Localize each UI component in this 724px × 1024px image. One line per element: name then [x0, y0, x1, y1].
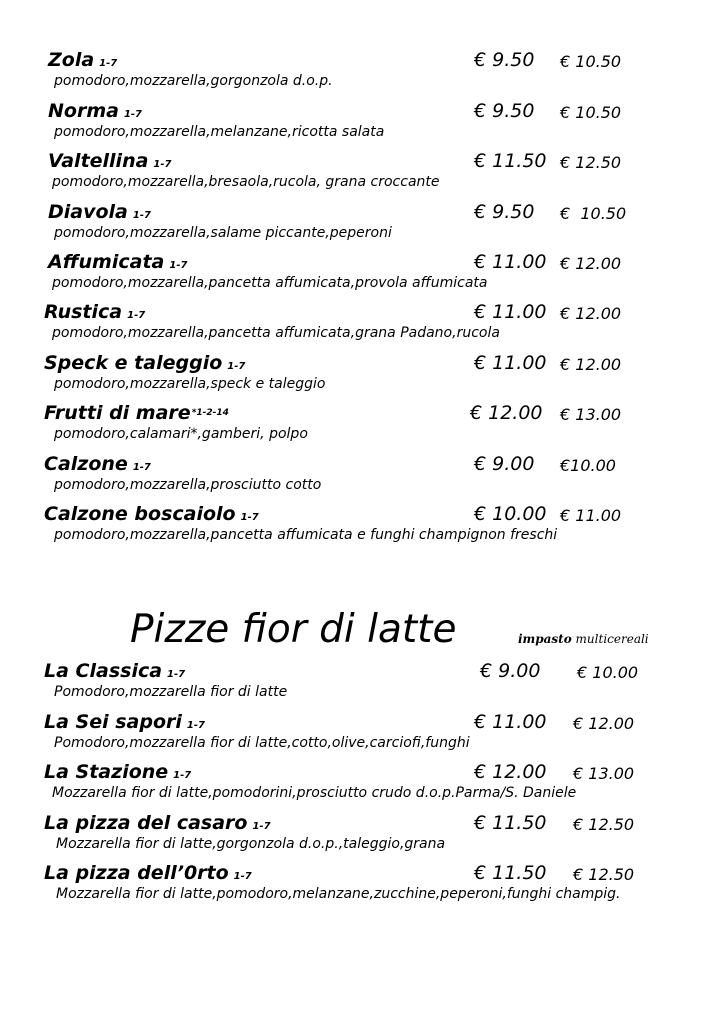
- item-description: Pomodoro,mozzarella fior di latte: [54, 684, 288, 700]
- menu-item-speck-e-taleggio: [0, 351, 724, 401]
- allergen-codes: 1-7: [167, 669, 186, 680]
- item-description: pomodoro,calamari*,gamberi, polpo: [54, 426, 308, 442]
- item-description: pomodoro,mozzarella,speck e taleggio: [54, 376, 326, 392]
- menu-item-affumicata: [0, 250, 724, 300]
- price-alternative: € 13.00: [573, 764, 635, 783]
- menu-item-la-stazione: [0, 760, 724, 810]
- allergen-codes: 1-7: [252, 821, 271, 832]
- item-description: pomodoro,mozzarella,gorgonzola d.o.p.: [54, 73, 333, 89]
- price-alternative: € 12.00: [560, 355, 622, 374]
- price-alternative: € 10.50: [560, 103, 622, 122]
- section-note-bold: impasto: [518, 632, 572, 646]
- menu-item-valtellina: [0, 149, 724, 199]
- price-standard: € 9.00: [474, 453, 535, 475]
- price-standard: € 11.00: [474, 251, 547, 273]
- price-standard: € 11.00: [474, 352, 547, 374]
- item-description: pomodoro,mozzarella,pancetta affumicata e funghi champignon freschi: [54, 527, 558, 543]
- item-name: Calzone 1-7: [44, 453, 151, 475]
- item-name: Affumicata 1-7: [48, 251, 188, 273]
- item-description: Pomodoro,mozzarella fior di latte,cotto,olive,carciofi,funghi: [54, 735, 470, 751]
- allergen-codes: 1-7: [233, 871, 252, 882]
- item-name: Calzone boscaiolo 1-7: [44, 503, 259, 525]
- allergen-codes: 1-7: [240, 512, 259, 523]
- price-alternative: € 10.00: [577, 663, 639, 682]
- item-name: Valtellina 1-7: [48, 150, 172, 172]
- price-alternative: € 12.50: [560, 153, 622, 172]
- allergen-codes: *1-2-14: [191, 408, 229, 418]
- price-alternative: € 12.50: [573, 865, 635, 884]
- price-standard: € 10.00: [474, 503, 547, 525]
- item-name: La Stazione 1-7: [44, 761, 192, 783]
- item-name: Zola 1-7: [48, 49, 118, 71]
- price-standard: € 9.50: [474, 49, 535, 71]
- allergen-codes: 1-7: [99, 58, 118, 69]
- price-standard: € 9.50: [474, 201, 535, 223]
- allergen-codes: 1-7: [153, 159, 172, 170]
- price-alternative: €10.00: [560, 456, 616, 475]
- item-description: pomodoro,mozzarella,prosciutto cotto: [54, 477, 322, 493]
- menu-item-calzone: [0, 452, 724, 502]
- allergen-codes: 1-7: [186, 720, 205, 731]
- price-alternative: € 10.50: [560, 204, 627, 223]
- menu-item-la-classica: [0, 659, 724, 709]
- price-alternative: € 10.50: [560, 52, 622, 71]
- price-standard: € 11.50: [474, 862, 547, 884]
- item-description: pomodoro,mozzarella,bresaola,rucola, grana croccante: [52, 174, 440, 190]
- item-name: La pizza del casaro 1-7: [44, 812, 271, 834]
- item-name: Norma 1-7: [48, 100, 143, 122]
- item-description: Mozzarella fior di latte,gorgonzola d.o.p.,taleggio,grana: [56, 836, 446, 852]
- allergen-codes: 1-7: [132, 462, 151, 473]
- menu-item-zola: [0, 48, 724, 98]
- menu-item-norma: [0, 99, 724, 149]
- allergen-codes: 1-7: [173, 770, 192, 781]
- allergen-codes: 1-7: [127, 310, 146, 321]
- price-standard: € 11.50: [474, 150, 547, 172]
- item-name: Rustica 1-7: [44, 301, 146, 323]
- menu-item-calzone-boscaiolo: [0, 502, 724, 552]
- price-standard: € 12.00: [470, 402, 543, 424]
- item-name: La pizza dell’0rto 1-7: [44, 862, 252, 884]
- allergen-codes: 1-7: [132, 210, 151, 221]
- price-alternative: € 11.00: [560, 506, 622, 525]
- price-standard: € 9.50: [474, 100, 535, 122]
- item-name: Frutti di mare$^{*1-2-14}$: [44, 402, 229, 424]
- allergen-codes: 1-7: [227, 361, 246, 372]
- allergen-codes: 1-7: [123, 109, 143, 120]
- section-note: [518, 632, 649, 646]
- price-standard: € 11.00: [474, 711, 547, 733]
- price-alternative: € 12.00: [560, 254, 622, 273]
- section-note-rest: multicereali: [571, 632, 649, 646]
- item-description: pomodoro,mozzarella,pancetta affumicata,grana Padano,rucola: [52, 325, 500, 341]
- item-description: pomodoro,mozzarella,melanzane,ricotta salata: [54, 124, 385, 140]
- menu-item-la-sei-sapori: [0, 710, 724, 760]
- item-name: La Classica 1-7: [44, 660, 186, 682]
- allergen-codes: 1-7: [169, 260, 188, 271]
- menu-item-diavola: [0, 200, 724, 250]
- item-description: pomodoro,mozzarella,pancetta affumicata,provola affumicata: [52, 275, 488, 291]
- item-description: pomodoro,mozzarella,salame piccante,peperoni: [54, 225, 392, 241]
- item-name: La Sei sapori 1-7: [44, 711, 205, 733]
- item-name: Diavola 1-7: [48, 201, 151, 223]
- menu-item-la-pizza-del-casaro: [0, 811, 724, 861]
- price-alternative: € 13.00: [560, 405, 622, 424]
- price-standard: € 9.00: [480, 660, 541, 682]
- price-standard: € 12.00: [474, 761, 547, 783]
- menu-item-la-pizza-dell-orto: [0, 861, 724, 911]
- item-description: Mozzarella fior di latte,pomodoro,melanzane,zucchine,peperoni,funghi champig.: [56, 886, 621, 902]
- menu-item-frutti-di-mare: [0, 401, 724, 451]
- price-alternative: € 12.00: [560, 304, 622, 323]
- price-alternative: € 12.00: [573, 714, 635, 733]
- item-description: Mozzarella fior di latte,pomodorini,prosciutto crudo d.o.p.Parma/S. Daniele: [52, 785, 577, 801]
- section-title: Pizze fior di latte: [130, 607, 457, 652]
- price-standard: € 11.00: [474, 301, 547, 323]
- price-alternative: € 12.50: [573, 815, 635, 834]
- menu-item-rustica: [0, 300, 724, 350]
- item-name: Speck e taleggio 1-7: [44, 352, 246, 374]
- price-standard: € 11.50: [474, 812, 547, 834]
